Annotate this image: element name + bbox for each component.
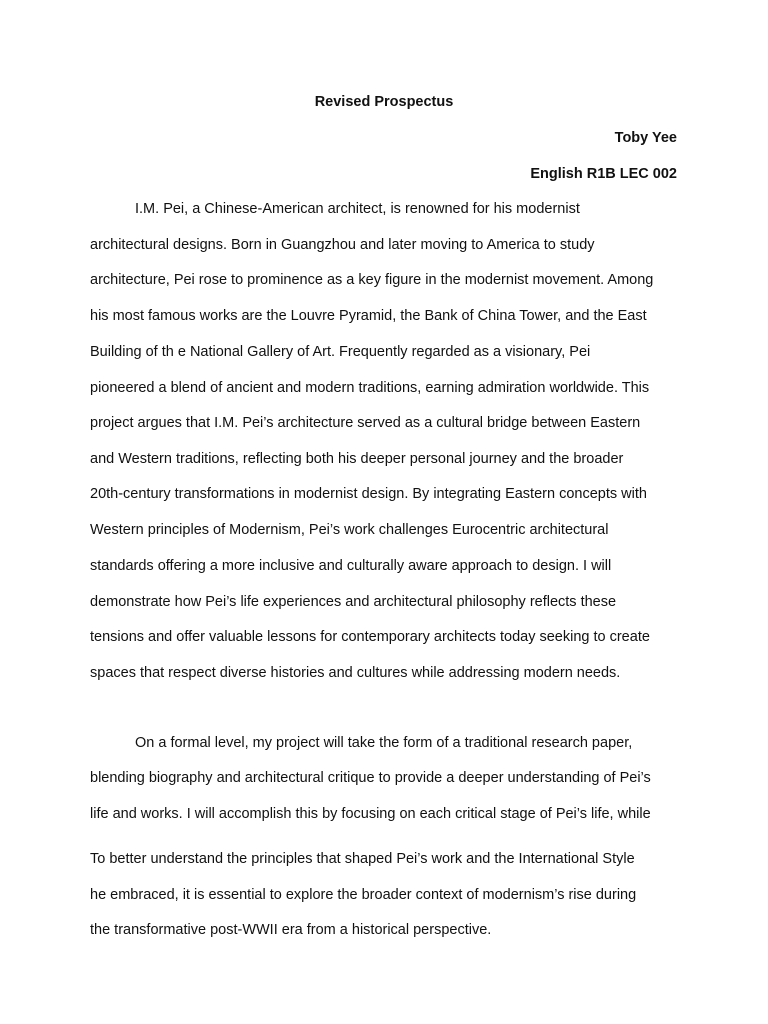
paragraph-1-line: 20th-century transformations in modernist design. By integrating Eastern concepts with <box>90 486 647 502</box>
paragraph-2-line: blending biography and architectural critique to provide a deeper understanding of Pei’s <box>90 770 651 786</box>
paragraph-1-line: Western principles of Modernism, Pei’s work challenges Eurocentric architectural <box>90 522 609 538</box>
paragraph-1-line: standards offering a more inclusive and culturally aware approach to design. I will <box>90 558 612 574</box>
paragraph-3-line: the transformative post-WWII era from a historical perspective. <box>90 922 492 938</box>
paragraph-1-line: I.M. Pei, a Chinese-American architect, is renowned for his modernist <box>135 201 580 217</box>
paragraph-1-line: his most famous works are the Louvre Pyramid, the Bank of China Tower, and the East <box>90 308 647 324</box>
paragraph-1-line: architecture, Pei rose to prominence as a key figure in the modernist movement. Among <box>90 272 654 288</box>
paragraph-1-line: spaces that respect diverse histories and cultures while addressing modern needs. <box>90 665 621 681</box>
paragraph-2-line: On a formal level, my project will take the form of a traditional research paper, <box>135 735 633 751</box>
paragraph-1-line: tensions and offer valuable lessons for contemporary architects today seeking to create <box>90 629 650 645</box>
paragraph-1-line: demonstrate how Pei’s life experiences and architectural philosophy reflects these <box>90 594 617 610</box>
course-name: English R1B LEC 002 <box>530 166 677 182</box>
paragraph-1-line: Building of th e National Gallery of Art. Frequently regarded as a visionary, Pei <box>90 344 591 360</box>
paragraph-3-line: To better understand the principles that shaped Pei’s work and the International Style <box>90 851 635 867</box>
paragraph-3-line: he embraced, it is essential to explore the broader context of modernism’s rise during <box>90 887 637 903</box>
paragraph-1-line: pioneered a blend of ancient and modern traditions, earning admiration worldwide. This <box>90 380 650 396</box>
paragraph-1-line: project argues that I.M. Pei’s architecture served as a cultural bridge between Eastern <box>90 415 641 431</box>
paragraph-1-line: architectural designs. Born in Guangzhou and later moving to America to study <box>90 237 595 253</box>
author-name: Toby Yee <box>614 130 677 146</box>
paragraph-1-line: and Western traditions, reflecting both his deeper personal journey and the broader <box>90 451 624 467</box>
paragraph-2-line: life and works. I will accomplish this by focusing on each critical stage of Pei’s life, while <box>90 806 651 822</box>
document-title: Revised Prospectus <box>314 94 454 110</box>
